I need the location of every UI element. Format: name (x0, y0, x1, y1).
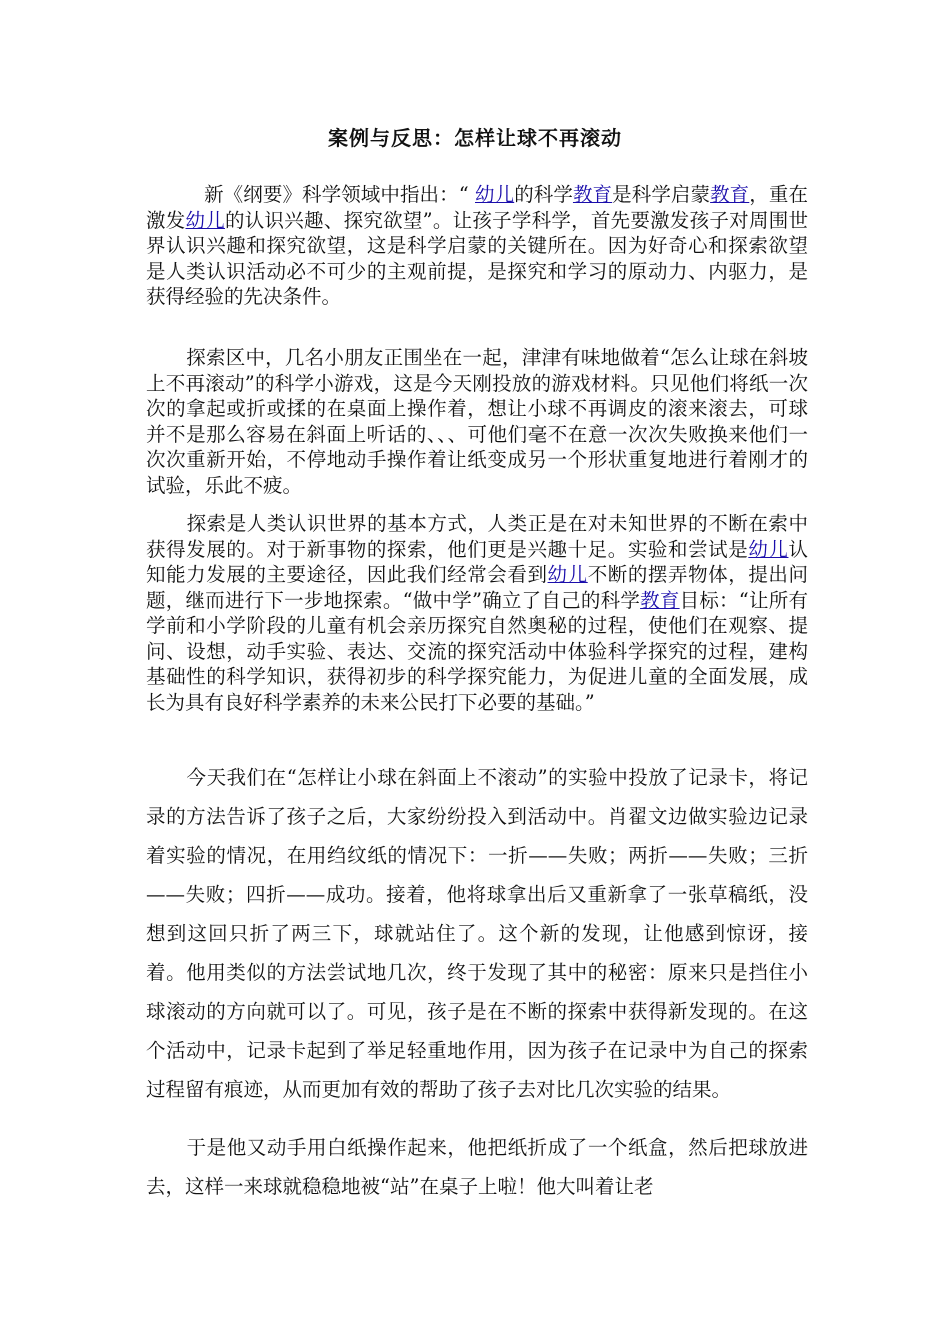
text-run: 探索是人类认识世界的基本方式，人类正是在对未知世界的不断在索中获得发展的。对于新事物的探索，他们更是兴趣十足。实验和尝试是 (146, 512, 808, 561)
paragraph-exploration-method (146, 511, 808, 715)
text-run: 不断的摆弄物体，提出问题，继而进行下一步地探索。“做中学”确立了自己的科学 (146, 563, 808, 612)
paragraph-intro (146, 182, 808, 310)
link-youer[interactable]: 幼儿 (748, 537, 789, 561)
text-run: 认知能力发展的主要途径，因此我们经常会看到 (146, 537, 808, 586)
document-title: 案例与反思：怎样让球不再滚动 (328, 126, 622, 150)
text-run: ，重在激发 (146, 183, 808, 232)
paragraph-paper-box (146, 1128, 808, 1206)
text-run: 新《纲要》科学领域中指出：“ (204, 183, 475, 206)
paragraph-exploration-area (146, 345, 808, 498)
link-jiaoyu[interactable]: 教育 (710, 183, 750, 206)
text-run: 目标：“让所有学前和小学阶段的儿童有机会亲历探究自然奥秘的过程，使他们在观察、提问、设想，动手实验、表达、交流的探究活动中体验科学探究的过程，建构基础性的科学知识，获得初步的科学探究能力，为促进儿童的全面发展，成长为具有良好科学素养的未来公民打下必要的基础。” (146, 588, 808, 714)
text-run: 是科学启蒙 (612, 183, 711, 206)
text-run: 今天我们在“怎样让小球在斜面上不滚动”的实验中投放了记录卡，将记录的方法告诉了孩子之后，大家纷纷投入到活动中。肖翟文边做实验边记录着实验的情况，在用绉纹纸的情况下：一折——失败；两折——失败；三折——失败；四折——成功。接着，他将球拿出后又重新拿了一张草稿纸，没想到这回只折了两三下，球就站住了。这个新的发现，让他感到惊讶，接着。他用类似的方法尝试地几次，终于发现了其中的秘密：原来只是挡住小球滚动的方向就可以了。可见，孩子是在不断的探索中获得新发现的。在这个活动中，记录卡起到了举足轻重地作用，因为孩子在记录中为自己的探索过程留有痕迹，从而更加有效的帮助了孩子去对比几次实验的结果。 (146, 766, 808, 1101)
text-run: 于是他又动手用白纸操作起来，他把纸折成了一个纸盒，然后把球放进去，这样一来球就稳稳地被“站”在桌子上啦！他大叫着让老 (146, 1136, 808, 1198)
text-run: 探索区中，几名小朋友正围坐在一起，津津有味地做着“怎么让球在斜坡上不再滚动”的科学小游戏，这是今天刚投放的游戏材料。只见他们将纸一次次的拿起或折或揉的在桌面上操作着，想让小球不再调皮的滚来滚去，可球并不是那么容易在斜面上听话的、、、可他们毫不在意一次次失败换来他们一次次重新开始，不停地动手操作着让纸变成另一个形状重复地进行着刚才的试验，乐此不疲。 (146, 346, 808, 497)
link-youer[interactable]: 幼儿 (185, 208, 226, 232)
link-youer[interactable]: 幼儿 (547, 563, 588, 586)
link-youer[interactable]: 幼儿 (475, 183, 515, 206)
text-run: 的科学 (514, 183, 573, 206)
text-run: 的认识兴趣、探究欲望”。让孩子学科学，首先要激发孩子对周围世界认识兴趣和探究欲望，这是科学启蒙的关键所在。因为好奇心和探索欲望是人类认识活动必不可少的主观前提，是探究和学习的原动力、内驱力，是获得经验的先决条件。 (146, 208, 808, 308)
link-jiaoyu[interactable]: 教育 (640, 588, 680, 612)
paragraph-record-card (146, 758, 808, 1109)
link-jiaoyu[interactable]: 教育 (572, 183, 613, 206)
